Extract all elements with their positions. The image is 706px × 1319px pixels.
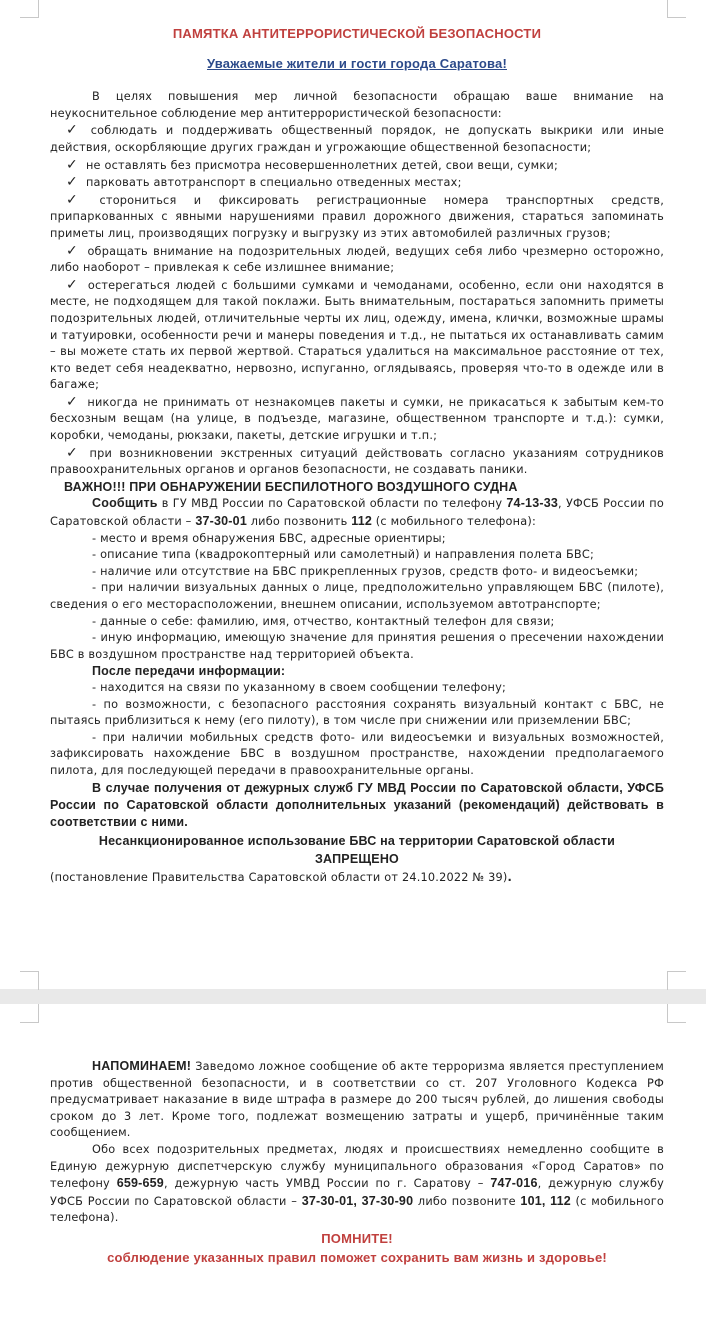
intro-paragraph: В целях повышения мер личной безопасности обращаю ваше внимание на неукоснительное соблюдение мер антитеррористической безопасности: [50, 90, 664, 120]
contacts-paragraph: Обо всех подозрительных предметах, людях и происшествиях немедленно сообщите в Единую дежурную диспетчерскую службу муниципального образования «Город Саратов» по телефону 659-659, дежурную часть УМВД России по г. Саратову – 747-016, дежурную службу УФСБ России по Саратовской области – 37-30-01, 37-30-90 либо позвоните 101, 112 (с мобильного телефона). [50, 1142, 665, 1225]
after-report-heading: После передачи информации: [92, 664, 286, 679]
phone-number: 659-659 [116, 1176, 164, 1191]
drone-report-item: - данные о себе: фамилию, имя, отчество, контактный телефон для связи; [92, 614, 555, 628]
crop-mark [667, 1004, 686, 1023]
ban-line: Несанкционированное использование БВС на территории Саратовской области [98, 833, 616, 848]
reminder-paragraph: НАПОМИНАЕМ! Заведомо ложное сообщение об акте терроризма является преступлением против общественной безопасности, и в соответствии со ст. 207 Уголовного Кодекса РФ предусматривает наказание в виде штрафа в размере до 200 тысяч рублей, до лишения свободы сроком до 3 лет. Кроме того, подлежат возмещению затраты и ущерб, причинённые таким сообщением. [50, 1059, 664, 1140]
checklist-item: ✓ соблюдать и поддерживать общественный порядок, не допускать выкрики или иные действия, оскорбляющие других граждан и угрожающие общественной безопасности; [50, 122, 664, 154]
reminder-lead: НАПОМИНАЕМ! [92, 1059, 192, 1073]
checklist-item: ✓ не оставлять без присмотра несовершеннолетних детей, свои вещи, сумки; [66, 156, 558, 173]
memo-greeting: Уважаемые жители и гости города Саратова! [206, 55, 507, 71]
drone-report-paragraph: Сообщить в ГУ МВД России по Саратовской области по телефону 74-13-33, УФСБ России по Саратовской области – 37-30-01 либо позвонить 112 (с мобильного телефона): [50, 496, 664, 529]
phone-number: 112 [351, 514, 373, 529]
phone-number: 37-30-01, 37-30-90 [301, 1193, 414, 1208]
checklist-item: ✓ никогда не принимать от незнакомцев пакеты и сумки, не прикасаться к забытым кем-то бесхозным вещам (на улице, в подъезде, магазине, общественном транспорте и т.д.): сумки, коробки, чемоданы, рюкзаки, пакеты, детские игрушки и т.п.; [50, 393, 664, 443]
check-icon: ✓ [66, 156, 78, 173]
checklist-item: ✓ парковать автотранспорт в специально отведенных местах; [66, 174, 462, 191]
closing-line: соблюдение указанных правил поможет сохранить вам жизнь и здоровье! [107, 1249, 607, 1265]
memo-body [50, 26, 664, 886]
drone-report-item: - описание типа (квадрокоптерный или самолетный) и направления полета БВС; [92, 548, 594, 562]
crop-mark [667, 971, 686, 990]
check-icon: ✓ [66, 276, 80, 293]
phone-number: 74-13-33 [506, 496, 559, 511]
check-icon: ✓ [66, 191, 92, 208]
after-report-item: - при наличии мобильных средств фото- или видеосъемки и визуальных возможностей, зафиксировать нахождение БВС в воздушном пространстве, нахождении предполагаемого пилота, для последующей передачи в правоохранительные органы. [50, 730, 664, 777]
instructions-paragraph: В случае получения от дежурных служб ГУ МВД России по Саратовской области, УФСБ России по Саратовской области дополнительных указаний (рекомендаций) действовать в соответствии с ними. [50, 780, 664, 829]
crop-mark [667, 0, 686, 18]
check-icon: ✓ [66, 393, 80, 410]
phone-number: 101, 112 [520, 1193, 571, 1208]
phone-number: 37-30-01 [195, 514, 247, 529]
decree-reference: (постановление Правительства Саратовской области от 24.10.2022 № 39). [50, 870, 513, 884]
check-icon: ✓ [66, 174, 78, 191]
checklist-item: ✓ при возникновении экстренных ситуаций действовать согласно указаниям сотрудников правоохранительных органов и органов безопасности, не создавать паники. [50, 444, 664, 477]
drone-report-item: - наличие или отсутствие на БВС прикрепленных грузов, средств фото- и видеосъемки; [92, 564, 639, 578]
checklist-item: ✓ сторониться и фиксировать регистрационные номера транспортных средств, припаркованных с явными нарушениями правил дорожного движения, стараться запоминать приметы лиц, производящих погрузку и выгрузку из этих автомобилей различных грузов; [50, 191, 664, 240]
crop-mark [20, 1004, 39, 1023]
check-icon: ✓ [66, 242, 80, 259]
drone-report-item: - при наличии визуальных данных о лице, предположительно управляющем БВС (пилоте), сведения о его месторасположении, внешнем описании, используемом автотранспорте; [50, 581, 664, 611]
checklist-item: ✓ остерегаться людей с большими сумками и чемоданами, особенно, если они находятся в месте, не подходящем для такой поклажи. Быть внимательным, постараться запомнить приметы подозрительных людей, отличительные черты их лиц, одежду, имена, клички, возможные шрамы и татуировки, особенности речи и манеры поведения и т.д., не пытаться их останавливать самим – вы можете стать их первой жертвой. Стараться удалиться на максимальное расстояние от тех, кто ведет себя неадекватно, нервозно, испуганно, оглядываясь, проверяя что-то в одежде или в багаже; [50, 276, 664, 392]
memo-title: ПАМЯТКА АНТИТЕРРОРИСТИЧЕСКОЙ БЕЗОПАСНОСТИ [172, 26, 542, 41]
crop-mark [20, 0, 39, 18]
checklist-item: ✓ обращать внимание на подозрительных людей, ведущих себя либо чрезмерно осторожно, либо наоборот – привлекая к себе излишнее внимание; [50, 242, 664, 275]
reminder-body [50, 1058, 664, 1266]
remember-heading: ПОМНИТЕ! [321, 1230, 393, 1246]
check-icon: ✓ [66, 444, 82, 461]
crop-mark [20, 971, 39, 990]
check-icon: ✓ [66, 122, 83, 139]
after-report-item: - по возможности, с безопасного расстояния сохранять визуальный контакт с БВС, не пытаясь приблизиться к нему (его пилоту), в том числе при снижении или приземлении БВС; [50, 697, 664, 728]
drone-report-item: - место и время обнаружения БВС, адресные ориентиры; [92, 531, 446, 545]
phone-number: 747-016 [490, 1176, 538, 1191]
drone-heading: ВАЖНО!!! ПРИ ОБНАРУЖЕНИИ БЕСПИЛОТНОГО ВОЗДУШНОГО СУДНА [64, 479, 518, 494]
ban-word: ЗАПРЕЩЕНО [315, 852, 399, 867]
drone-report-item: - иную информацию, имеющую значение для принятия решения о пресечении нахождении БВС в воздушном пространстве над территорией объекта. [50, 631, 664, 661]
after-report-item: - находится на связи по указанному в своем сообщении телефону; [92, 680, 507, 694]
